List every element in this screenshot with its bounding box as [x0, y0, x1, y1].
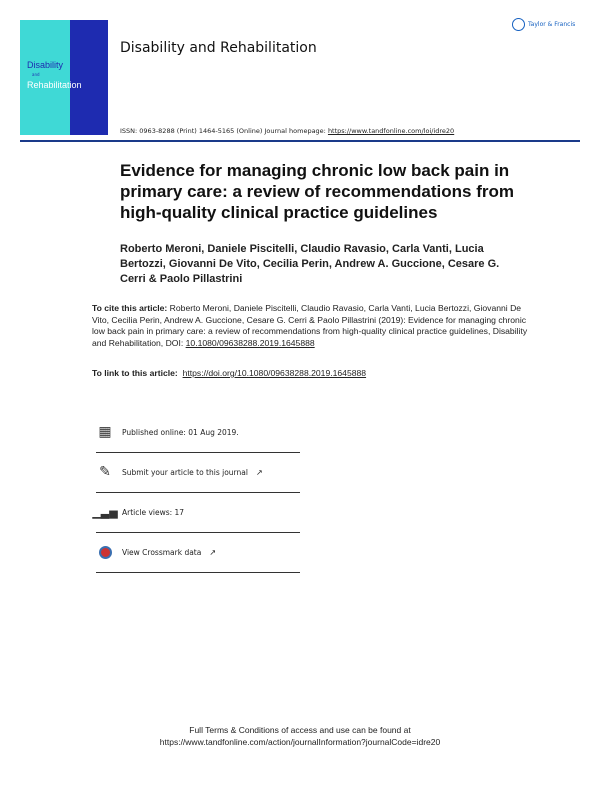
cover-title: Disability — [27, 60, 64, 70]
bar-chart-icon: ▁▃▅ — [92, 505, 118, 519]
article-link-line — [92, 368, 366, 378]
entry-text: Article views: 17 — [122, 507, 185, 517]
cite-label: To cite this article: — [92, 303, 168, 313]
edit-icon: ✎ — [99, 464, 111, 480]
entry-text[interactable]: Submit your article to this journal — [122, 467, 248, 477]
crossmark-icon — [96, 544, 114, 560]
cover-subtitle: Rehabilitation — [27, 80, 82, 90]
calendar-icon: ▦ — [98, 424, 112, 440]
external-link-icon: ↗ — [209, 547, 217, 557]
article-authors: Roberto Meroni, Daniele Piscitelli, Claudio Ravasio, Carla Vanti, Lucia Bertozzi, Giovanni De Vito, Cecilia Perin, Andrew A. Guccione, Cesare G. Cerri & Paolo Pillastrini — [120, 243, 500, 285]
article-title: Evidence for managing chronic low back pain in primary care: a review of recommendations from high-quality clinical practice guidelines — [120, 161, 514, 222]
publisher-logo-text: Taylor & Francis — [528, 21, 576, 28]
publisher-logo — [512, 18, 575, 31]
doi-link[interactable]: 10.1080/09638288.2019.1645888 — [185, 337, 315, 348]
entry-text[interactable]: View Crossmark data — [122, 547, 202, 557]
header-divider — [20, 140, 580, 142]
entry-text: Published online: 01 Aug 2019. — [122, 427, 239, 437]
publisher-logo-icon — [512, 18, 525, 31]
link-label: To link to this article: — [92, 368, 178, 378]
issn-text: ISSN: 0963-8288 (Print) 1464-5165 (Online) Journal homepage: — [120, 127, 328, 135]
article-views-entry — [92, 492, 300, 533]
footer-terms: Full Terms & Conditions of access and use can be found at — [189, 725, 411, 735]
submit-article-entry[interactable] — [96, 452, 300, 493]
citation — [92, 303, 532, 349]
cover-and: and — [32, 72, 40, 77]
cite-text: Roberto Meroni, Daniele Piscitelli, Claudio Ravasio, Carla Vanti, Lucia Bertozzi, Giovanni De Vito, Cecilia Perin, Andrew A. Guccione, Cesare G. Cerri & Paolo Pillastrini (2019): Evidence for managing chronic low back pain in primary care: a review of recommendations from high-quality clinical practice guidelines, Disability and Rehabilitation, DOI: — [92, 303, 528, 348]
external-link-icon: ↗ — [255, 467, 263, 477]
published-online-entry — [96, 412, 300, 453]
journal-title: Disability and Rehabilitation — [120, 40, 317, 56]
crossmark-entry[interactable] — [96, 532, 300, 573]
article-doi-link[interactable]: https://doi.org/10.1080/09638288.2019.1645888 — [182, 368, 367, 378]
journal-homepage-link[interactable]: https://www.tandfonline.com/loi/idre20 — [327, 127, 455, 135]
issn-line — [120, 127, 454, 135]
footer-link[interactable]: https://www.tandfonline.com/action/journalInformation?journalCode=idre20 — [159, 737, 441, 747]
journal-cover-image — [20, 20, 108, 135]
footer — [0, 724, 600, 748]
